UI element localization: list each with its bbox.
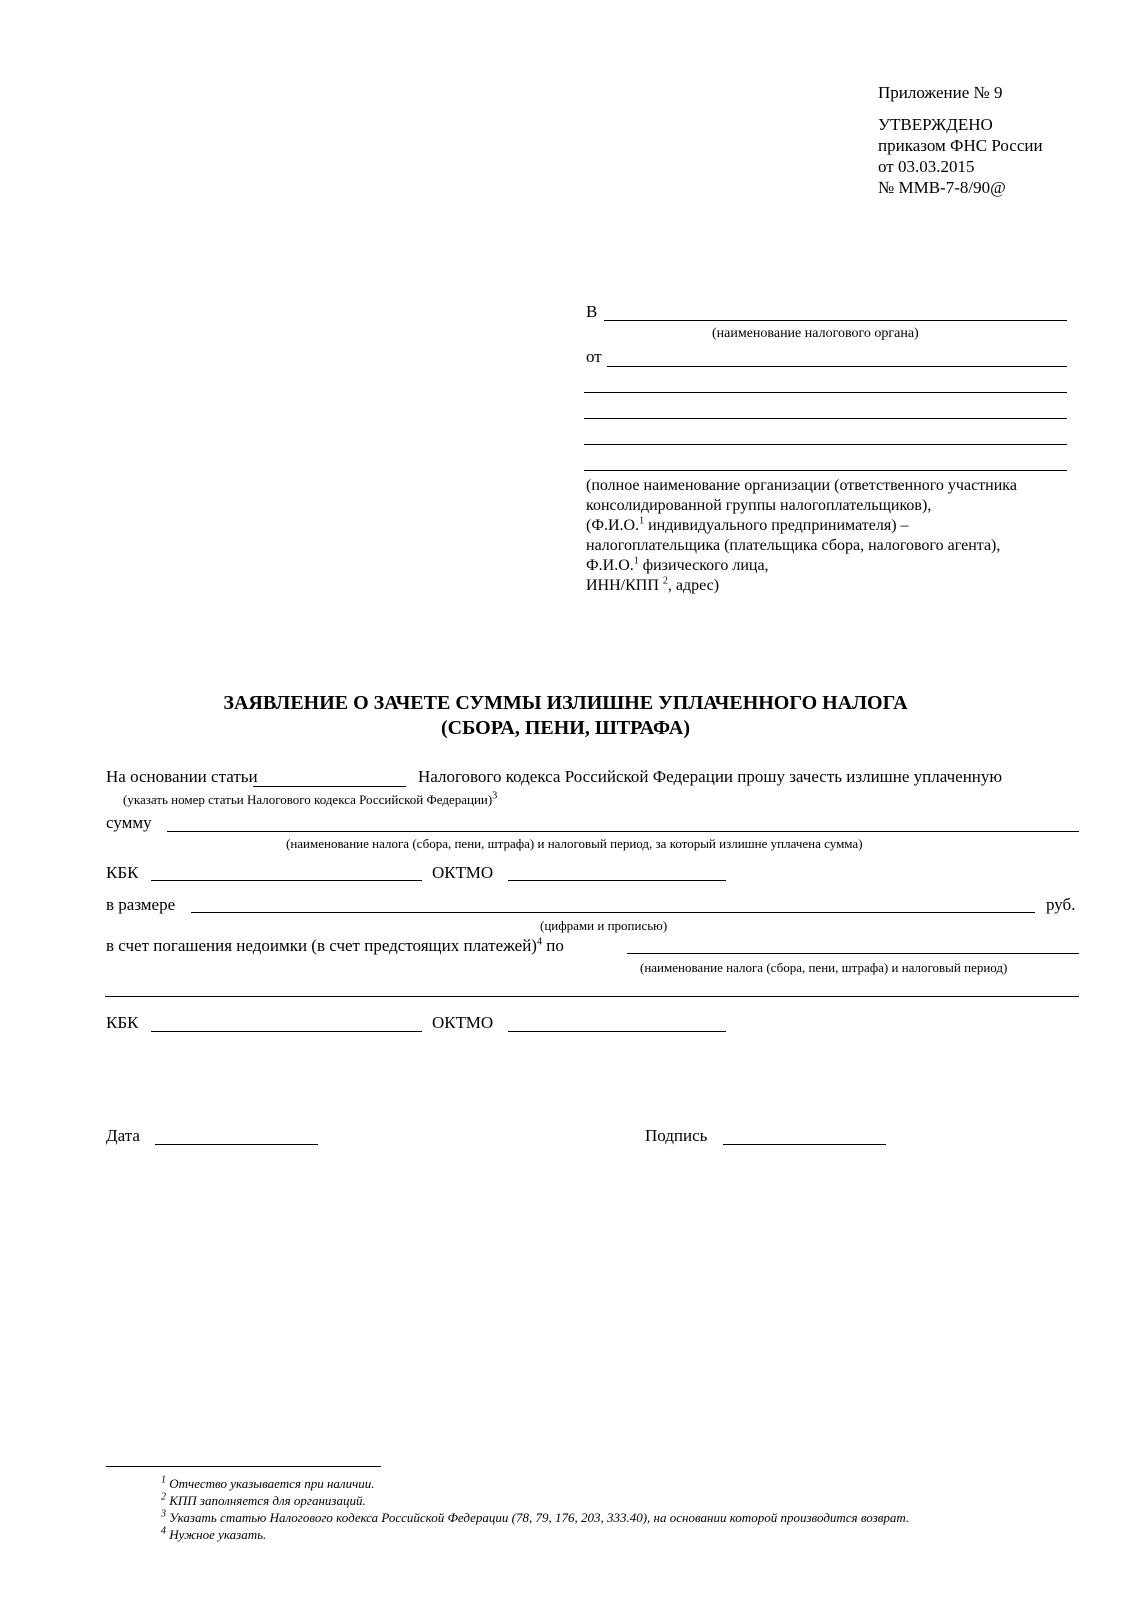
- signature-label: Подпись: [645, 1126, 708, 1145]
- sum-label: сумму: [106, 813, 152, 832]
- applicant-field-line-5[interactable]: [584, 470, 1067, 471]
- kbk-label: КБК: [106, 863, 139, 882]
- applicant-field-line-2[interactable]: [584, 392, 1067, 393]
- signature-field[interactable]: [723, 1144, 886, 1145]
- order-line-1: приказом ФНС России: [878, 136, 1043, 155]
- footnote-separator: [106, 1466, 381, 1467]
- sum-field[interactable]: [167, 831, 1079, 832]
- date-label: Дата: [106, 1126, 140, 1145]
- tax-authority-field[interactable]: [604, 320, 1067, 321]
- article-number-field[interactable]: [253, 786, 406, 787]
- basis-suffix: Налогового кодекса Российской Федерации прошу зачесть излишне уплаченную: [418, 767, 1003, 786]
- kbk2-field[interactable]: [151, 1031, 422, 1032]
- footnote-2: $^2$ КПП заполняется для организаций.: [161, 1491, 366, 1508]
- applicant-hint-line-5: Ф.И.О.$^1$ физического лица,: [586, 555, 769, 574]
- applicant-hint-line-4: налогоплательщика (плательщика сбора, налогового агента),: [586, 537, 1001, 554]
- offset-field[interactable]: [627, 953, 1079, 954]
- applicant-field-line-1[interactable]: [607, 366, 1067, 367]
- footnote-3: $^3$ Указать статью Налогового кодекса Российской Федерации (78, 79, 176, 203, 333.40), на основании которой производится возврат.: [161, 1508, 910, 1525]
- offset-hint: (наименование налога (сбора, пени, штрафа) и налоговый период): [640, 960, 1008, 975]
- amount-label: в размере: [106, 895, 176, 914]
- date-field[interactable]: [155, 1144, 318, 1145]
- order-line-2: от 03.03.2015: [878, 157, 975, 176]
- basis-prefix: На основании статьи: [106, 767, 258, 786]
- article-hint: (указать номер статьи Налогового кодекса Российской Федерации)$^3$: [123, 790, 498, 807]
- oktmo-field[interactable]: [508, 880, 726, 881]
- document-title-line-2: (СБОРА, ПЕНИ, ШТРАФА): [440, 717, 691, 739]
- amount-field[interactable]: [191, 912, 1035, 913]
- to-label: В: [586, 302, 598, 321]
- oktmo2-field[interactable]: [508, 1031, 726, 1032]
- approved-label: УТВЕРЖДЕНО: [878, 115, 993, 134]
- oktmo-label: ОКТМО: [432, 863, 494, 882]
- offset-field-continued[interactable]: [105, 996, 1079, 997]
- document-title-line-1: ЗАЯВЛЕНИЕ О ЗАЧЕТЕ СУММЫ ИЗЛИШНЕ УПЛАЧЕННОГО НАЛОГА: [223, 692, 908, 714]
- footnote-4: $^4$ Нужное указать.: [161, 1525, 267, 1542]
- offset-label: в счет погашения недоимки (в счет предстоящих платежей)$^4$ по: [106, 936, 564, 955]
- amount-hint: (цифрами и прописью): [540, 918, 668, 933]
- from-label: от: [586, 347, 602, 366]
- tax-authority-hint: (наименование налогового органа): [712, 326, 919, 341]
- amount-unit: руб.: [1046, 895, 1076, 914]
- appendix-number: Приложение № 9: [878, 83, 1003, 102]
- order-line-3: № ММВ-7-8/90@: [878, 178, 1006, 197]
- sum-hint: (наименование налога (сбора, пени, штрафа) и налоговый период, за который излишне уплачена сумма): [286, 836, 863, 851]
- oktmo2-label: ОКТМО: [432, 1013, 494, 1032]
- applicant-hint-line-6: ИНН/КПП $^2$, адрес): [586, 575, 720, 594]
- applicant-field-line-4[interactable]: [584, 444, 1067, 445]
- applicant-field-line-3[interactable]: [584, 418, 1067, 419]
- footnote-1: $^1$ Отчество указывается при наличии.: [161, 1474, 375, 1491]
- kbk-field[interactable]: [151, 880, 422, 881]
- applicant-hint-line-2: консолидированной группы налогоплательщиков),: [586, 497, 932, 514]
- applicant-hint-line-3: (Ф.И.О.$^1$ индивидуального предпринимателя) –: [586, 515, 909, 534]
- applicant-hint-line-1: (полное наименование организации (ответственного участника: [586, 477, 1017, 494]
- kbk2-label: КБК: [106, 1013, 139, 1032]
